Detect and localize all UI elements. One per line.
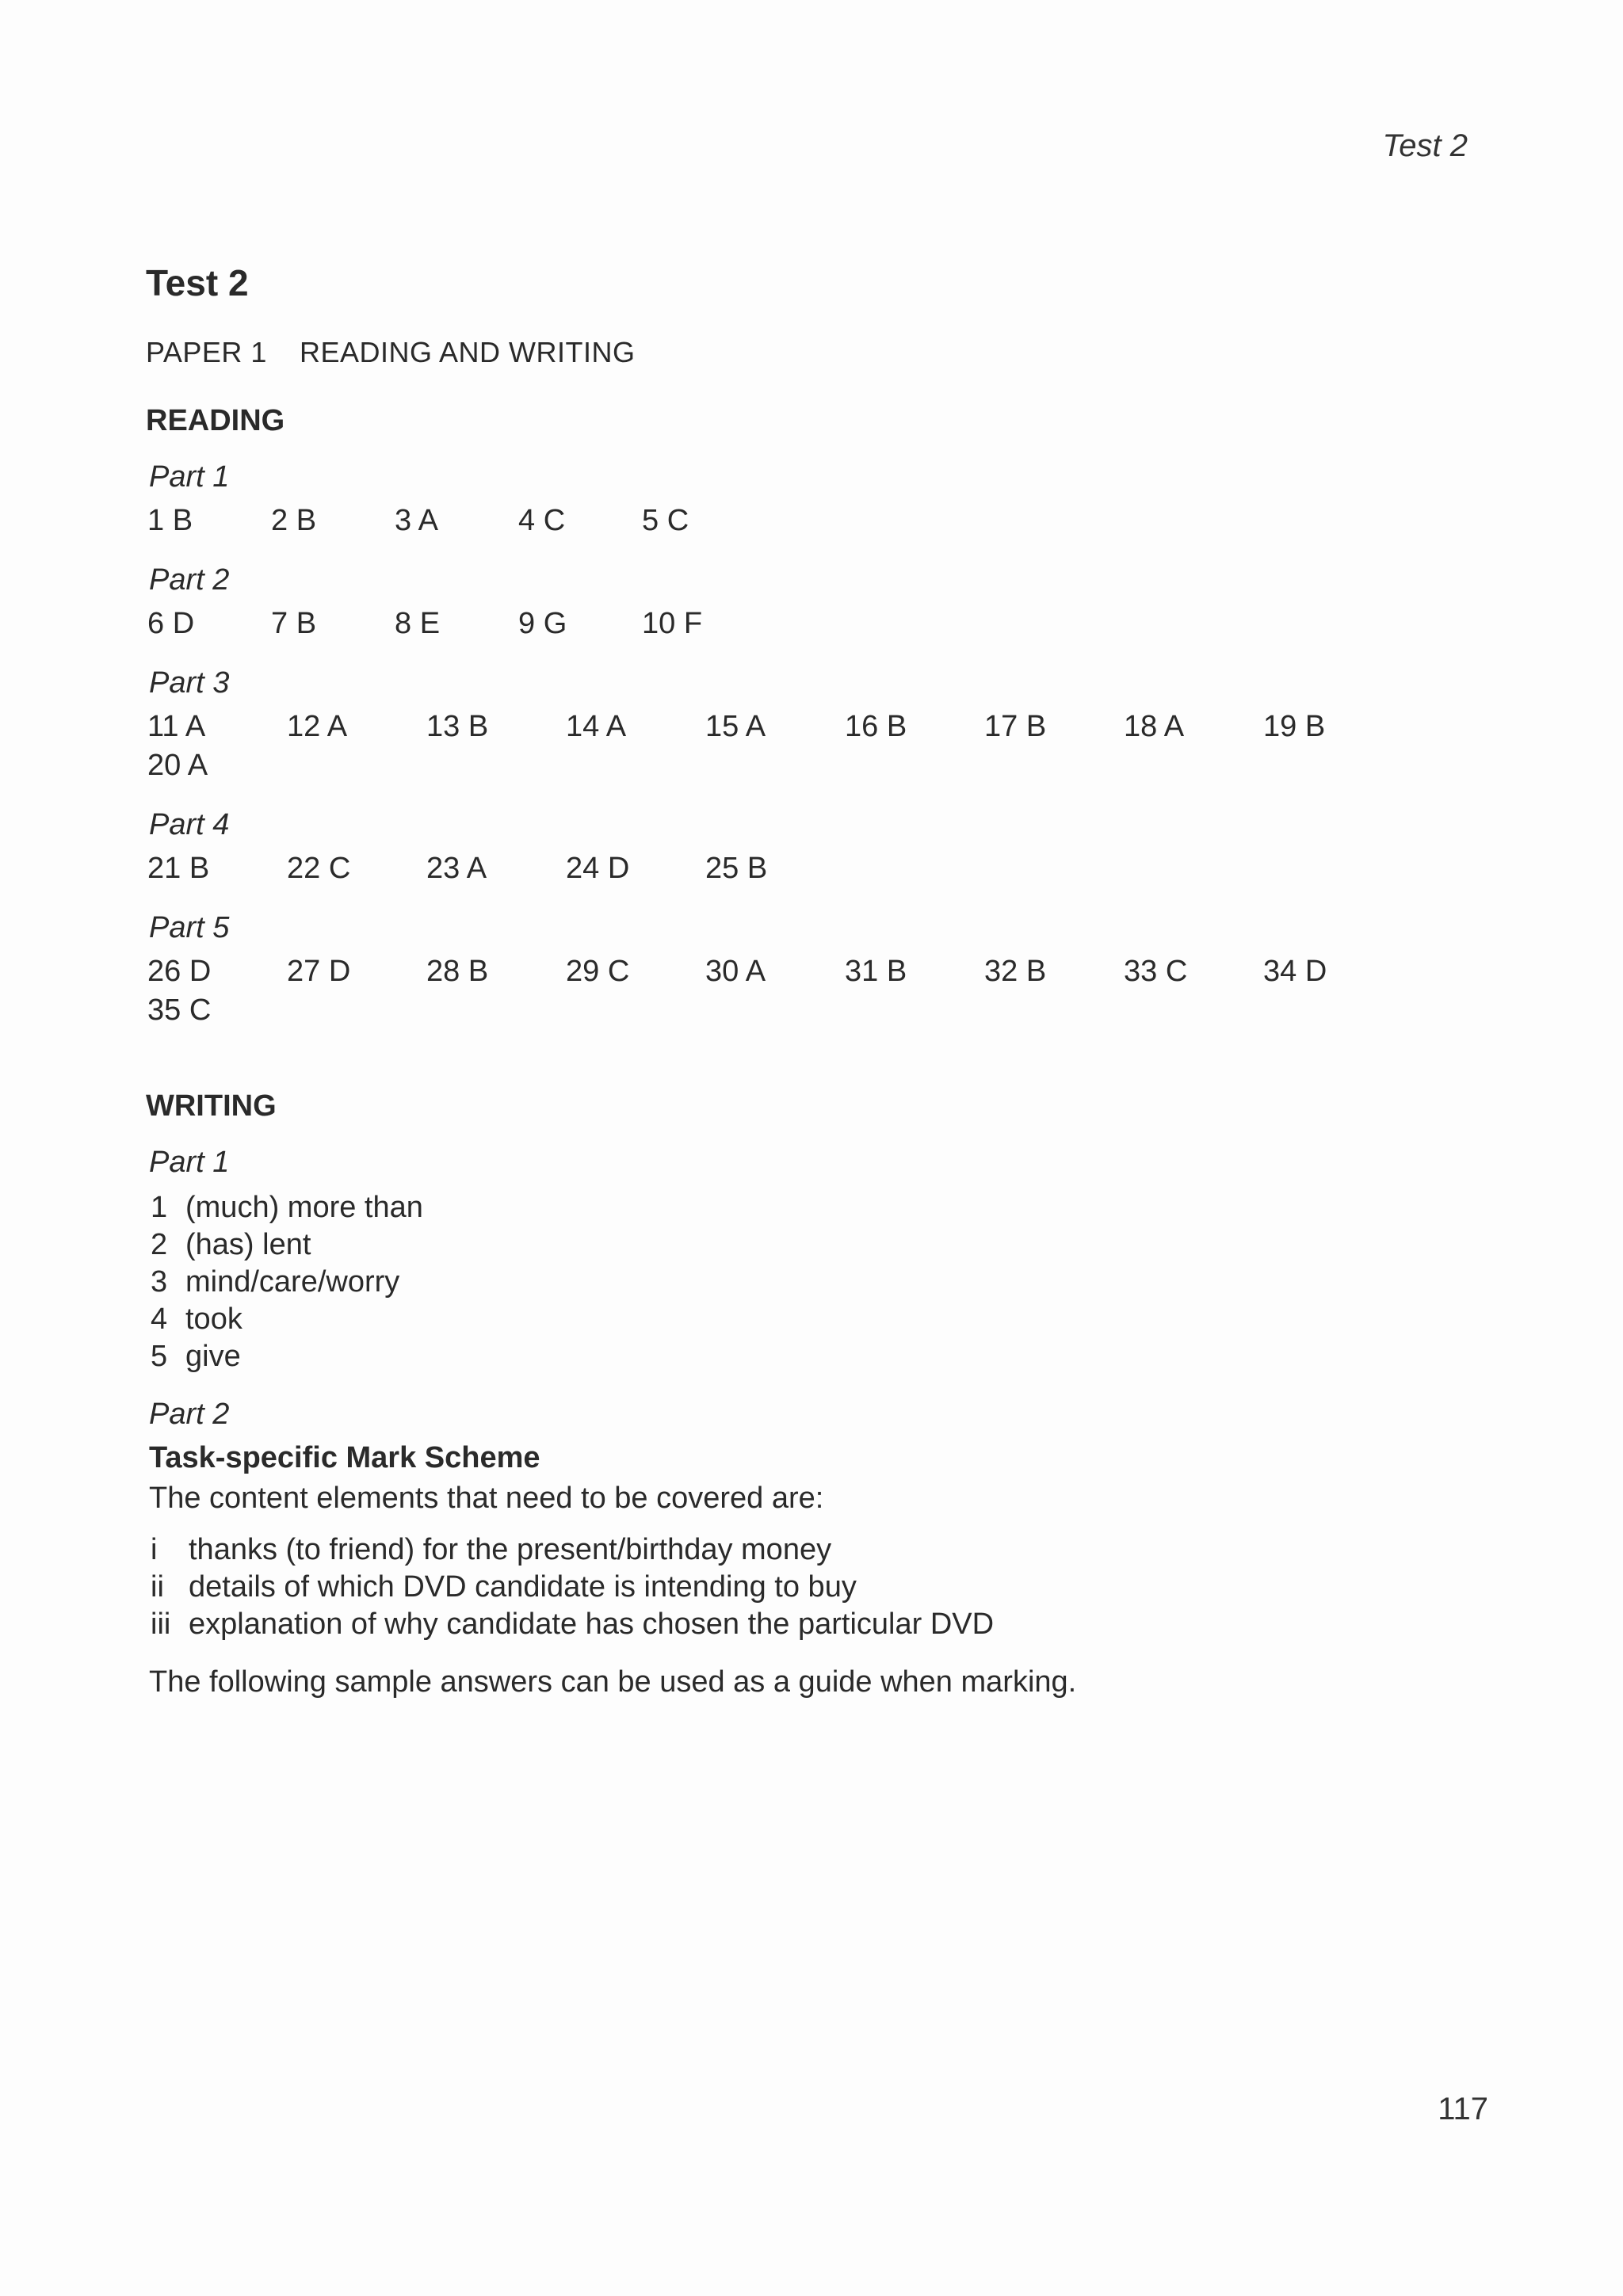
answer-item: 20 A [147,749,208,782]
answer-item: 29 C [566,955,630,988]
writing-heading: WRITING [146,1089,277,1123]
answer-item: 13 B [426,710,489,743]
answer-item: 5 C [642,504,689,537]
mark-scheme-heading: Task-specific Mark Scheme [149,1441,540,1474]
answer-item: 21 B [147,852,210,885]
writing-part-1-label: Part 1 [149,1146,230,1179]
reading-part-3-label: Part 3 [149,666,230,700]
answer-item: 11 A [147,710,206,743]
answer-item: 12 A [287,710,348,743]
list-item: 4 took [151,1302,242,1336]
reading-part-4-answers [147,852,1493,886]
answer-item: 28 B [426,955,489,988]
answer-item: 18 A [1124,710,1185,743]
answer-item: 3 A [395,504,438,537]
content-elements-list [151,1531,1493,1643]
answer-item: 31 B [845,955,907,988]
answer-item: 25 B [705,852,768,885]
reading-heading: READING [146,404,285,437]
writing-part-2-label: Part 2 [149,1398,230,1431]
writing-section [146,1089,1493,1699]
list-item: i thanks (to friend) for the present/birthday money [151,1533,832,1566]
answer-item: 26 D [147,955,212,988]
answer-item: 14 A [566,710,627,743]
mark-scheme-intro: The content elements that need to be covered are: [149,1482,824,1515]
answer-item: 15 A [705,710,766,743]
list-item: ii details of which DVD candidate is intending to buy [151,1570,857,1604]
answer-item: 10 F [642,607,703,640]
reading-part-5-answers [147,955,1493,1028]
list-item: 3 mind/care/worry [151,1265,400,1299]
answer-item: 34 D [1263,955,1327,988]
answer-item: 8 E [395,607,441,640]
reading-part-2-answers [147,607,1493,641]
reading-part-2-label: Part 2 [149,563,230,597]
answer-item: 23 A [426,852,487,885]
list-item: iii explanation of why candidate has chosen the particular DVD [151,1608,995,1641]
reading-part-1-label: Part 1 [149,460,230,494]
reading-part-3-answers [147,710,1493,783]
answer-item: 19 B [1263,710,1326,743]
answer-item: 6 D [147,607,195,640]
content [146,261,1493,1699]
answer-item: 7 B [271,607,317,640]
paper-number: PAPER 1 [146,336,267,368]
reading-part-1-answers [147,504,1493,538]
paper-line [146,336,1493,369]
list-item: 1 (much) more than [151,1191,423,1224]
answer-item: 33 C [1124,955,1188,988]
running-head: Test 2 [1382,128,1468,163]
answer-item: 30 A [705,955,766,988]
paper-name: READING AND WRITING [300,336,636,368]
answer-item: 32 B [984,955,1047,988]
list-item: 2 (has) lent [151,1228,311,1261]
answer-item: 24 D [566,852,630,885]
answer-item: 35 C [147,994,212,1027]
answer-item: 16 B [845,710,907,743]
page-title: Test 2 [146,262,249,303]
reading-part-5-label: Part 5 [149,911,230,944]
answer-item: 22 C [287,852,351,885]
answer-item: 9 G [518,607,567,640]
answer-item: 1 B [147,504,193,537]
answer-item: 17 B [984,710,1047,743]
answer-item: 27 D [287,955,351,988]
answer-item: 2 B [271,504,317,537]
writing-part-1-list [151,1189,1493,1375]
reading-part-4-label: Part 4 [149,808,230,841]
reading-section [146,404,1493,1028]
page-number: 117 [1438,2092,1488,2126]
answer-item: 4 C [518,504,566,537]
closing-note: The following sample answers can be used as a guide when marking. [149,1665,1077,1699]
list-item: 5 give [151,1340,241,1373]
